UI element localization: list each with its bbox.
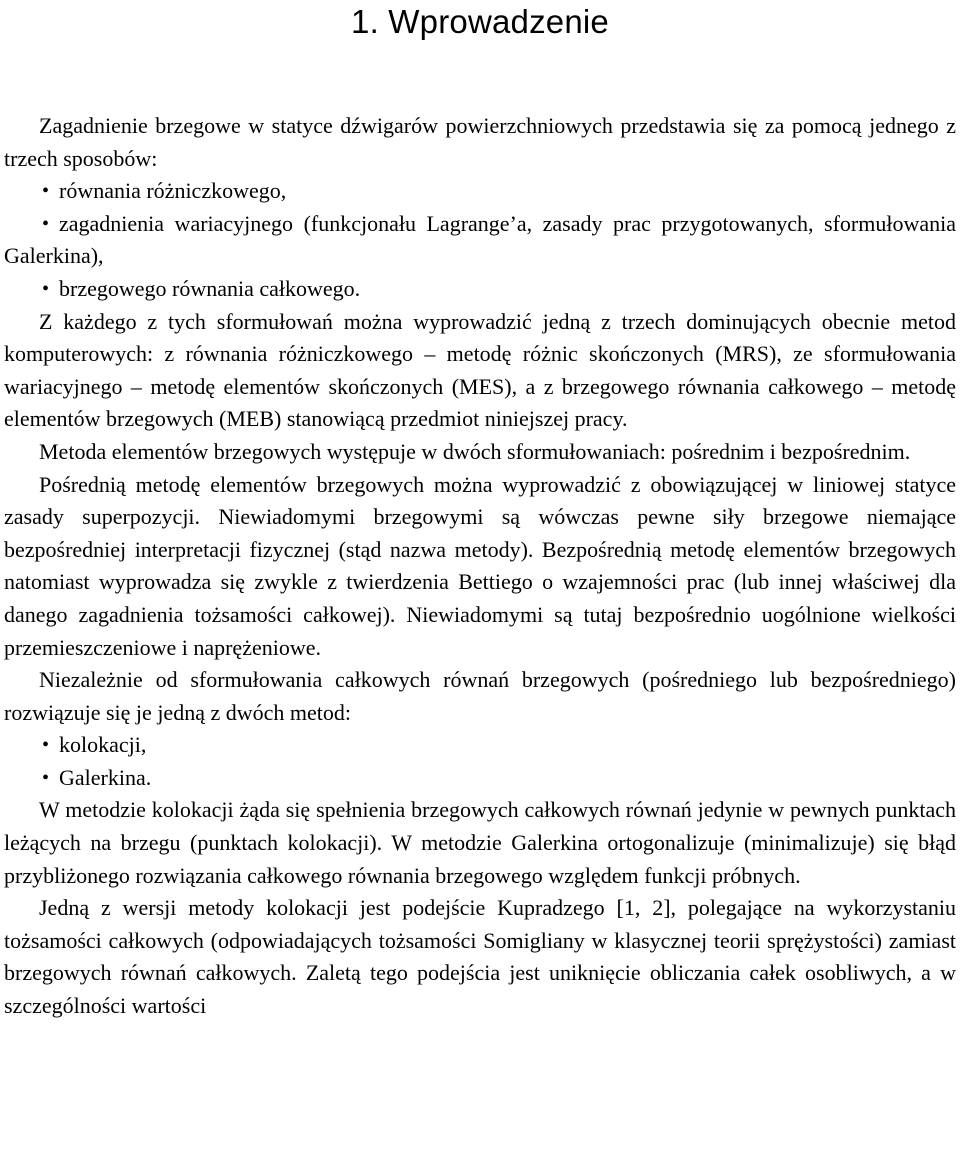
bullet-icon: • [42, 277, 50, 300]
bullet-icon: • [42, 212, 50, 235]
list-item [4, 729, 956, 762]
list-item-text: kolokacji, [59, 732, 147, 758]
paragraph-formulations: Metoda elementów brzegowych występuje w dwóch sformułowaniach: pośrednim i bezpośrednim. [39, 438, 911, 464]
paragraph-methods: Z każdego z tych sformułowań można wyprowadzić jedną z trzech dominujących obecnie metod komputerowych: z równania różniczkowego – metodę różnic skończonych (MRS), ze sformułowania wariacyjnego – metodę elementów skończonych (MES), a z brzegowego równania całkowego – metodę elementów brzegowych (MEB) stanowiącą przedmiot niniejszej pracy. [4, 308, 956, 432]
solution-method-list [4, 729, 956, 794]
paragraph-kupradze: Jedną z wersji metody kolokacji jest podejście Kupradzego [1, 2], polegające na wykorzystaniu tożsamości całkowych (odpowiadających tożsamości Somigliany w klasycznej teorii sprężystości) zamiast brzegowych równań całkowych. Zaletą tego podejścia jest uniknięcie obliczania całek osobliwych, a w szczególności wartości [4, 895, 956, 1019]
paragraph-solution-methods: Niezależnie od sformułowania całkowych równań brzegowych (pośredniego lub bezpośredniego) rozwiązuje się je jedną z dwóch metod: [4, 667, 956, 725]
chapter-body [4, 110, 956, 1023]
paragraph-intro: Zagadnienie brzegowe w statyce dźwigarów powierzchniowych przedstawia się za pomocą jednego z trzech sposobów: [4, 113, 956, 171]
bullet-icon: • [42, 180, 50, 203]
list-item [4, 208, 956, 273]
chapter-heading: 1. Wprowadzenie [351, 3, 609, 40]
bullet-icon: • [42, 766, 50, 789]
list-item-text: brzegowego równania całkowego. [59, 275, 361, 301]
list-item [4, 175, 956, 208]
list-item [4, 762, 956, 795]
paragraph-indirect-direct: Pośrednią metodę elementów brzegowych można wyprowadzić z obowiązującej w liniowej statyce zasady superpozycji. Niewiadomymi brzegowymi są wówczas pewne siły brzegowe niemające bezpośredniej interpretacji fizycznej (stąd nazwa metody). Bezpośrednią metodę elementów brzegowych natomiast wyprowadza się zwykle z twierdzenia Bettiego o wzajemności prac (lub innej właściwej dla danego zagadnienia tożsamości całkowej). Niewiadomymi są tutaj bezpośrednio uogólnione wielkości przemieszczeniowe i naprężeniowe. [4, 471, 956, 660]
list-item-text: zagadnienia wariacyjnego (funkcjonału Lagrange’a, zasady prac przygotowanych, sformułowania Galerkina), [4, 210, 956, 269]
list-item [4, 273, 956, 306]
list-item-text: równania różniczkowego, [59, 178, 287, 204]
bullet-icon: • [42, 734, 50, 757]
formulation-list [4, 175, 956, 305]
list-item-text: Galerkina. [59, 764, 152, 790]
paragraph-collocation-galerkin: W metodzie kolokacji żąda się spełnienia brzegowych całkowych równań jedynie w pewnych punktach leżących na brzegu (punktach kolokacji). W metodzie Galerkina ortogonalizuje (minimalizuje) się błąd przybliżonego rozwiązania całkowego równania brzegowego względem funkcji próbnych. [4, 797, 956, 888]
